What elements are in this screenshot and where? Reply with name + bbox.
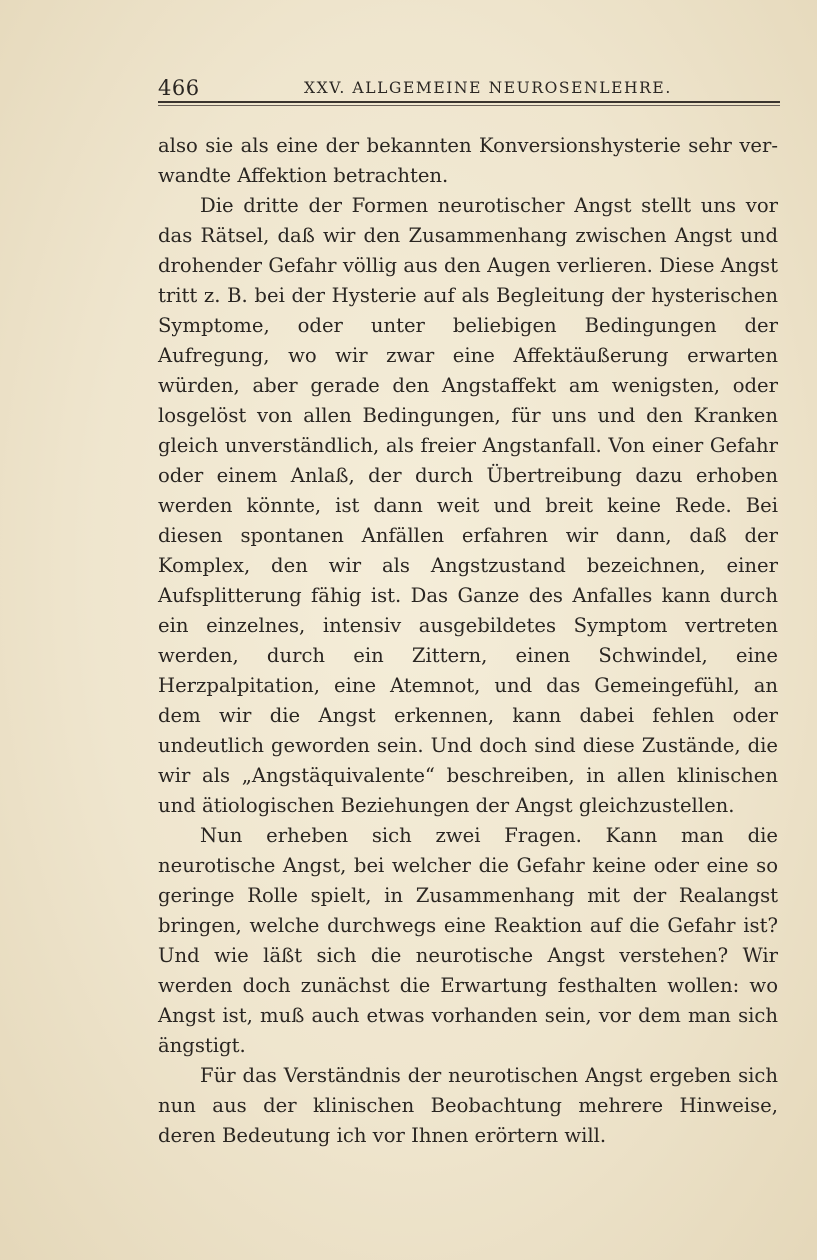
page-header bbox=[158, 76, 780, 104]
body-text bbox=[158, 131, 778, 1151]
paragraph: Für das Verständnis der neurotischen Angst ergeben sich nun aus der klinischen Beobachtung mehrere Hinweise, deren Bedeutung ich vor Ihnen erörtern will. bbox=[158, 1064, 778, 1147]
paragraph: Die dritte der Formen neurotischer Angst stellt uns vor das Rätsel, daß wir den Zusammenhang zwischen Angst und drohender Gefahr völlig aus den Augen verlieren. Diese Angst tritt z. B. bei der Hysterie auf als Begleitung der hysterischen Symptome, oder unter beliebigen Bedingungen der Aufregung, wo wir zwar eine Affektäußerung erwarten würden, aber gerade den Angstaffekt am wenigsten, oder losgelöst von allen Bedingungen, für uns und den Kranken gleich unverständlich, als freier Angstanfall. Von einer Gefahr oder einem Anlaß, der durch Übertreibung dazu erhoben werden könnte, ist dann weit und breit keine Rede. Bei diesen spontanen Anfällen erfahren wir dann, daß der Komplex, den wir als Angstzustand bezeichnen, einer Aufsplitterung fähig ist. Das Ganze des Anfalles kann durch ein einzelnes, intensiv ausgebildetes Symptom vertreten werden, durch ein Zittern, einen Schwindel, eine Herzpalpitation, eine Atemnot, und das Gemeingefühl, an dem wir die Angst erkennen, kann dabei fehlen oder undeutlich geworden sein. Und doch sind diese Zustände, die wir als „Angstäquivalente“ beschreiben, in allen klinischen und ätiologischen Beziehungen der Angst gleichzustellen. bbox=[158, 194, 778, 817]
running-title: XXV. ALLGEMEINE NEUROSENLEHRE. bbox=[304, 79, 672, 97]
header-rule bbox=[158, 101, 780, 103]
header-rule-thin bbox=[158, 105, 780, 106]
page-number: 466 bbox=[158, 76, 200, 100]
paragraph: Nun erheben sich zwei Fragen. Kann man die neurotische Angst, bei welcher die Gefahr keine oder eine so geringe Rolle spielt, in Zusammenhang mit der Realangst bringen, welche durchwegs eine Reaktion auf die Gefahr ist? Und wie läßt sich die neurotische Angst verstehen? Wir werden doch zunächst die Erwartung festhalten wollen: wo Angst ist, muß auch etwas vorhanden sein, vor dem man sich ängstigt. bbox=[158, 824, 778, 1057]
paragraph-continued: also sie als eine der bekannten Konversionshysterie sehr verwandte Affektion betrachten. bbox=[158, 134, 778, 187]
